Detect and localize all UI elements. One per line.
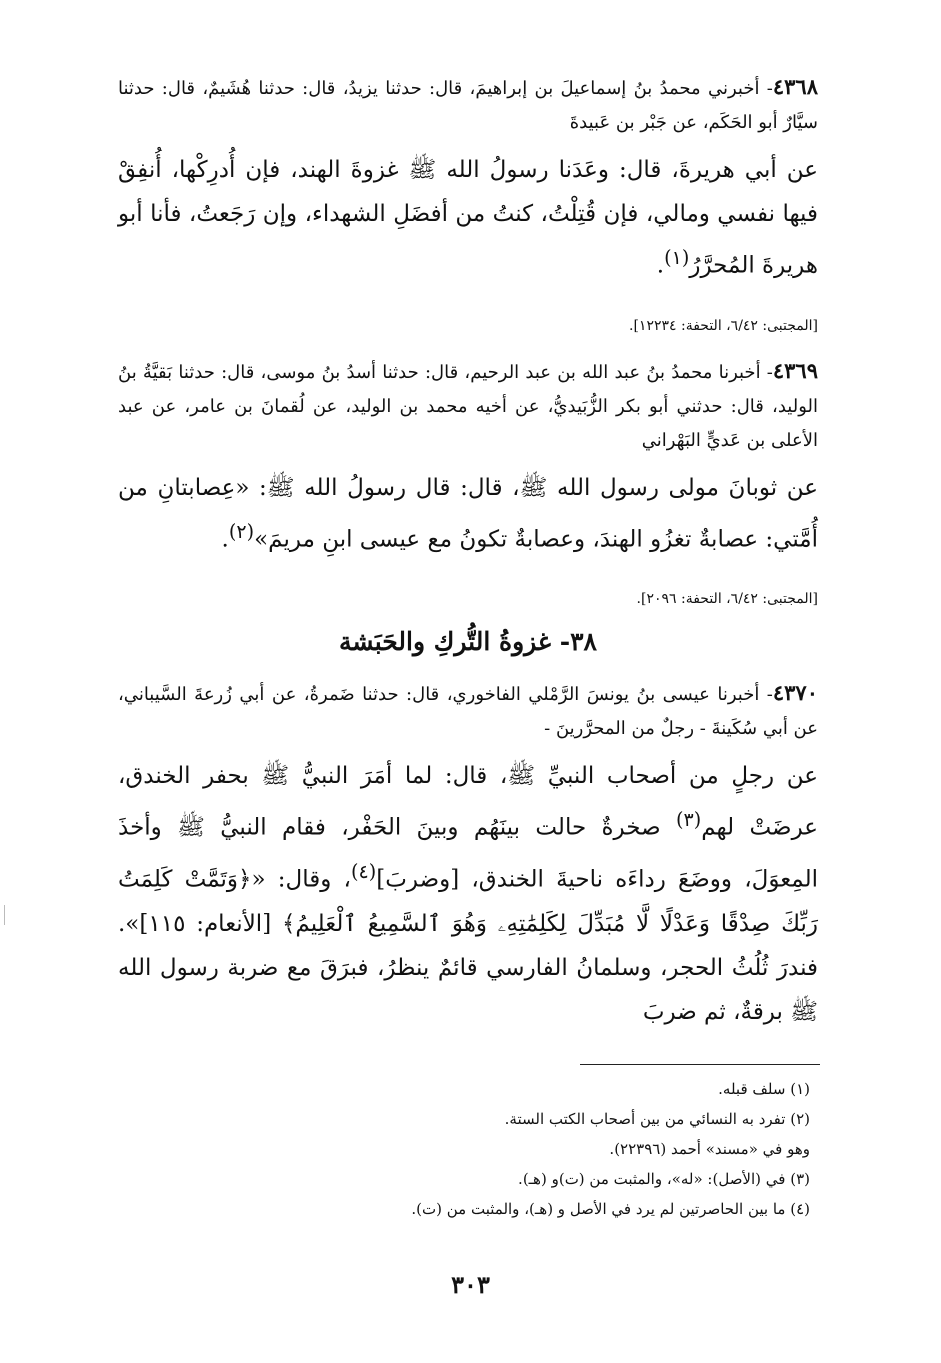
footnote-2-continued: وهو في «مسند» أحمد (٢٢٣٩٦). bbox=[609, 1140, 810, 1158]
isnad-text: - أخبرني محمدُ بنُ إسماعيلَ بن إبراهيمَ، قال: حدثنا يزيدُ، قال: حدثنا هُشَيمٌ، قال: حدثنا سيَّارٌ أبو الحَكَم، عن جَبْر بن عَبيدةَ bbox=[118, 78, 818, 133]
footnote-2: (٢) تفرد به النسائي من بين أصحاب الكتب الستة. bbox=[504, 1110, 810, 1128]
matn-end: . bbox=[221, 526, 229, 553]
isnad-text: - أخبرنا محمدُ بنُ عبد الله بن عبد الرحيم، قال: حدثنا أسدُ بنُ موسى، قال: حدثنا بَقيَّةُ بنُ الوليد، قال: حدثني أبو بكر الزُّبَيديُّ، عن أخيه محمد بن الوليد، عن لُقمانَ بن عامر، عن عبد الأعلى بن عَديٍّ البَهْراني bbox=[118, 361, 818, 451]
matn-text: صخرةٌ حالت بينَهُم وبينَ الحَفْر، فقام النبيُّ ﷺ وأخذَ المِعوَلَ، ووضَعَ رداءَه ناحيةَ الخندق، [وضربَ] bbox=[118, 814, 818, 893]
footnote-1: (١) سلف قبله. bbox=[718, 1080, 810, 1098]
footnote-3: (٣) في (الأصل): «له»، والمثبت من (ت)و (هـ). bbox=[518, 1170, 810, 1188]
quran-verse: ﴿وَتَمَّتْ كَلِمَتُ رَبِّكَ صِدْقًا وَعَدْلًا لَّا مُبَدِّلَ لِكَلِمَٰتِهِۦ وَهُوَ ٱلسَّمِيعُ ٱلْعَلِيمُ﴾ bbox=[118, 866, 818, 937]
matn-text: عن رجلٍ من أصحاب النبيِّ ﷺ، قال: لما أمَرَ النبيُّ ﷺ بحفر الخندق، عرضَتْ لهم bbox=[118, 763, 818, 841]
hadith-4369-source: [المجتبى: ٦/٤٢، التحفة: ٢٠٩٦]. bbox=[636, 591, 818, 608]
hadith-4370-matn bbox=[118, 754, 818, 1033]
footnote-ref[interactable]: (٤) bbox=[350, 859, 377, 883]
footnote-divider bbox=[580, 1064, 820, 1065]
hadith-4370-isnad bbox=[118, 676, 818, 746]
margin-mark bbox=[4, 905, 5, 925]
page-number: ٣٠٣ bbox=[451, 1270, 490, 1299]
footnotes bbox=[300, 1074, 810, 1224]
chapter-heading: ٣٨- غزوةُ التُّركِ والحَبَشة bbox=[339, 627, 597, 657]
footnote-ref[interactable]: (٢) bbox=[228, 519, 255, 543]
hadith-4368-source: [المجتبى: ٦/٤٢، التحفة: ١٢٢٣٤]. bbox=[629, 317, 818, 334]
matn-text: [الأنعام: ١١٥]». فندرَ ثُلُثُ الحجر، وسلمانُ الفارسي قائمٌ ينظرُ، فبرَقَ مع ضربة رسول الله ﷺ برقةٌ، ثم ضربَ bbox=[118, 910, 818, 1025]
matn-text: ، وقال: « bbox=[251, 866, 351, 893]
hadith-number: ٤٣٧٠ bbox=[772, 680, 818, 706]
hadith-number: ٤٣٦٩ bbox=[772, 357, 818, 383]
matn-end: . bbox=[656, 252, 665, 279]
hadith-4369-matn bbox=[118, 466, 818, 562]
matn-text: عن أبي هريرةَ، قال: وعَدَنا رسولُ الله ﷺ غزوةَ الهند، فإن أُدرِكْها، أُنفِقْ فيها نفسي ومالي، فإن قُتِلْتُ، كنتُ من أفضَلِ الشهداء، وإن رَجَعتُ، فأنا أبو هريرةَ المُحرَّرُ bbox=[118, 157, 818, 279]
hadith-4368-isnad bbox=[118, 70, 818, 140]
hadith-4369-isnad bbox=[118, 354, 818, 458]
matn-text: عن ثوبانَ مولى رسول الله ﷺ، قال: قال رسولُ الله ﷺ: «عِصابتانِ من أُمَّتي: عصابةٌ تغزُو الهندَ، وعصابةٌ تكونُ مع عيسى ابنِ مريمَ» bbox=[118, 474, 818, 553]
hadith-4368-matn bbox=[118, 148, 818, 288]
hadith-number: ٤٣٦٨ bbox=[772, 74, 818, 99]
footnote-4: (٤) ما بين الحاصرتين لم يرد في الأصل و (هـ)، والمثبت من (ت). bbox=[411, 1200, 810, 1218]
footnote-ref[interactable]: (٣) bbox=[675, 808, 702, 832]
page-body bbox=[118, 70, 818, 1034]
isnad-text: - أخبرنا عيسى بنُ يونسَ الرَّمْلي الفاخوري، قال: حدثنا ضَمرةُ، عن أبي زُرعةَ السَّيباني، عن أبي سُكَينةَ - رجلٌ من المحرَّرينَ - bbox=[118, 684, 818, 740]
footnote-ref[interactable]: (١) bbox=[664, 246, 690, 269]
